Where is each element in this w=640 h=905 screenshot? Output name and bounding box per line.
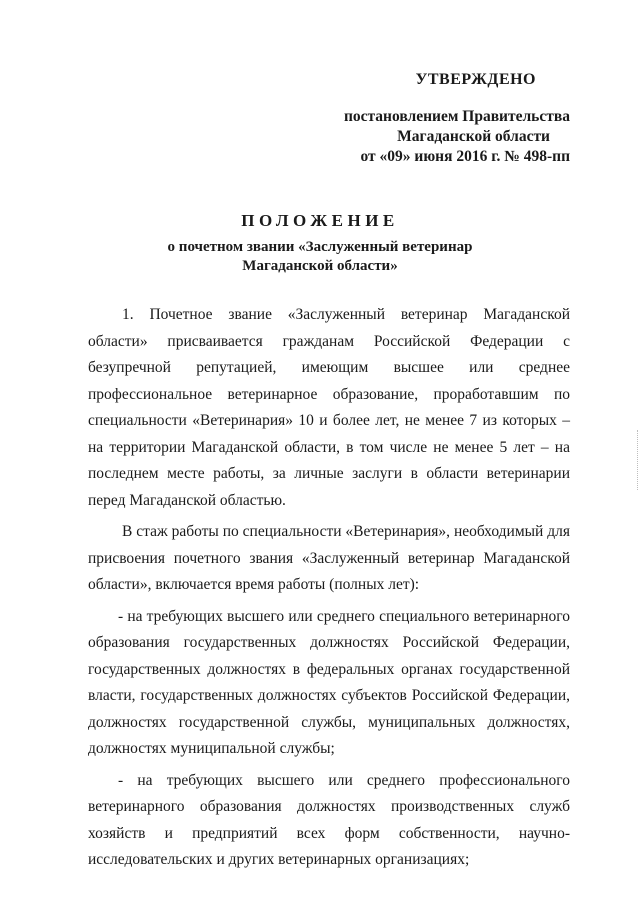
paragraph-2: В стаж работы по специальности «Ветеринария», необходимый для присвоения почетного звания «Заслуженный ветеринар Магаданской области», включается время работы (полных лет): (88, 523, 570, 593)
approval-block (310, 70, 570, 167)
document-subtitle-line-2: Магаданской области» (242, 258, 398, 274)
document-title: ПОЛОЖЕНИЕ (241, 211, 399, 230)
document-title-block (120, 211, 520, 276)
approval-region: Магаданской области (397, 128, 550, 145)
list-item-1: - на требующих высшего или среднего специального ветеринарного образования государственных должностях Российской Федерации, государственных должностях в федеральных органах государственной власти, государственных должностях субъектов Российской Федерации, должностях государственной службы, муниципальных должностях, должностях муниципальной службы; (88, 607, 570, 757)
document-body (88, 302, 570, 874)
list-item-2: - на требующих высшего или среднего профессионального ветеринарного образования должностях производственных служб хозяйств и предприятий всех форм собственности, научно-исследовательских и других ветеринарных организациях; (88, 771, 570, 868)
scan-margin-mark (633, 430, 638, 490)
approval-stamp: УТВЕРЖДЕНО (415, 71, 536, 88)
approval-date-number: от «09» июня 2016 г. № 498-пп (360, 148, 570, 165)
paragraph-1: 1. Почетное звание «Заслуженный ветеринар Магаданской области» присваивается гражданам Российской Федерации с безупречной репутацией, имеющим высшее или среднее профессиональное ветеринарное образование, проработавшим по специальности «Ветеринария» 10 и более лет, не менее 7 из которых – на территории Магаданской области, в том числе не менее 5 лет – на последнем месте работы, за личные заслуги в области ветеринарии перед Магаданской областью. (88, 306, 570, 509)
approval-authority: постановлением Правительства (343, 108, 570, 125)
document-subtitle-line-1: о почетном звании «Заслуженный ветеринар (167, 239, 473, 255)
